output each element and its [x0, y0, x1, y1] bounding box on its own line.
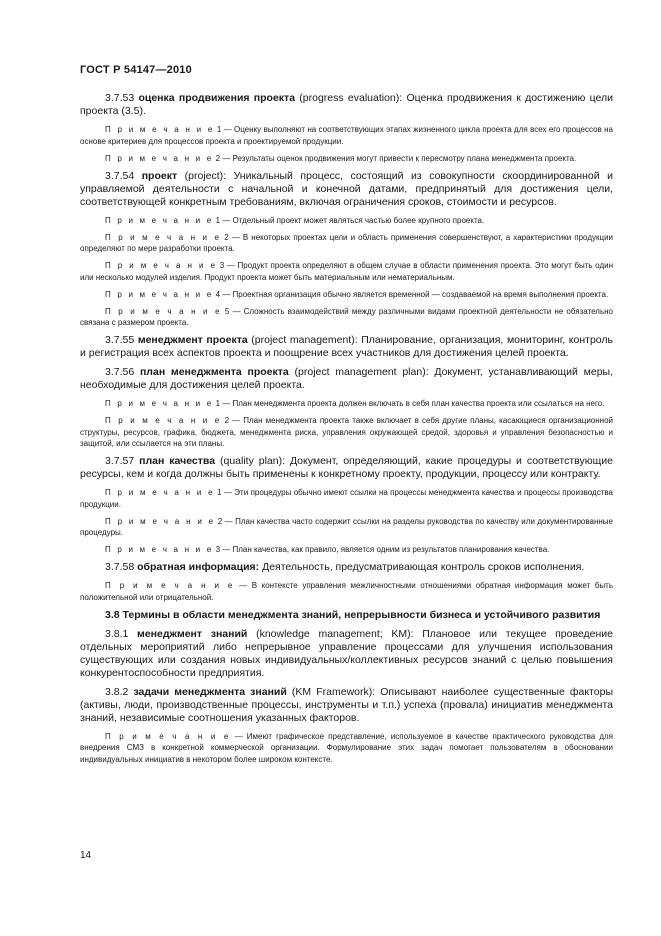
note-text: — Отдельный проект может являться частью более крупного проекта.: [220, 215, 485, 225]
note-text: — План качества часто содержит ссылки на разделы руководства по качеству или документированные процедуры.: [80, 516, 614, 537]
note: [80, 398, 613, 410]
note-label: П р и м е ч а н и е: [105, 215, 214, 225]
page-number: 14: [80, 850, 92, 861]
note-text: — План менеджмента проекта должен включать в себя план качества проекта или ссылаться на него.: [220, 399, 605, 408]
document-header: ГОСТ Р 54147—2010: [80, 64, 192, 76]
term-name: оценка продвижения проекта: [138, 92, 296, 104]
document-body: [80, 92, 613, 771]
note-label: П р и м е ч а н и е: [105, 261, 218, 270]
note-label: П р и м е ч а н и е: [105, 306, 222, 316]
note-number: 2: [215, 516, 223, 526]
term-definition: [80, 92, 613, 118]
term-name: менеджмент проекта: [137, 334, 248, 346]
note-text: — Эти процедуры обычно имеют ссылки на процессы менеджмента качества и процессы производства продукции.: [80, 488, 613, 509]
term-name: обратная информация:: [137, 561, 260, 573]
note-label: П р и м е ч а н и е: [105, 731, 231, 741]
note: [80, 487, 613, 510]
note-number: 1: [214, 125, 222, 134]
term-number: 3.7.53: [105, 92, 135, 104]
note-text: — Результаты оценок продвижения могут привести к пересмотру плана менеджмента проекта.: [220, 153, 577, 163]
term-definition: [80, 561, 613, 574]
note-number: 5: [221, 306, 230, 316]
note-number: 3: [213, 545, 221, 554]
term-text: Деятельность, предусматривающая контроль сроков исполнения.: [259, 561, 585, 573]
note-label: П р и м е ч а н и е: [105, 488, 215, 497]
term-definition: [80, 455, 613, 481]
term-definition: [80, 366, 613, 392]
note-text: — План качества, как правило, является одним из результатов планирования качества.: [220, 545, 550, 554]
note-text: — В контексте управления межличностными отношениями обратная информация может быть положительной или отрицательной.: [80, 581, 614, 602]
note-text: — Оценку выполняют на соответствующих этапах жизненного цикла проекта для всех его процессов на основе критериев для процессов проекта и проектируемой продукции.: [80, 125, 614, 146]
note: [80, 544, 613, 556]
note-text: — В некоторых проектах цели и область применения совершенствуют, а характеристики продукции определяют по мере разработки проекта.: [80, 232, 614, 253]
term-number: 3.7.55: [105, 334, 135, 346]
note-number: 1: [213, 215, 221, 225]
term-text: (KM Framework): Описывают наиболее существенные факторы (активы, люди, производственные процессы, инструменты и т.п.) успеха (провала) инициатив менеджмента знаний, независимые соотношения указанных факторов.: [80, 685, 614, 724]
term-definition: [80, 628, 613, 680]
term-number: 3.7.56: [105, 366, 135, 378]
term-text: (project): Уникальный процесс, состоящий из совокупности скоординированной и управляемой деятельности с начальной и конечной датами, предпринятый для достижения цели, соответствующей конкретным требованиям, включая ограничения сроков, стоимости и ресурсов.: [80, 169, 613, 208]
note-label: П р и м е ч а н и е: [105, 516, 216, 526]
note-label: П р и м е ч а н и е: [105, 153, 214, 163]
note: [80, 124, 613, 147]
note-label: П р и м е ч а н и е: [105, 232, 222, 242]
note-label: П р и м е ч а н и е: [105, 416, 222, 425]
term-definition: [80, 686, 613, 725]
note: [80, 232, 613, 255]
note-number: 1: [213, 399, 221, 408]
term-text: (project management): Планирование, организация, мониторинг, контроль и регистрация всех аспектов проекта и поощрение всех участников для достижения целей проекта.: [80, 334, 614, 359]
term-definition: [80, 170, 613, 209]
term-name: проект: [141, 169, 178, 182]
term-number: 3.7.58: [105, 561, 135, 573]
note-label: П р и м е ч а н и е: [105, 289, 214, 299]
term-name: план менеджмента проекта: [139, 366, 289, 378]
note-number: 2: [213, 153, 221, 163]
note: [80, 289, 613, 301]
note-number: 1: [214, 488, 222, 497]
note-label: П р и м е ч а н и е: [105, 581, 235, 590]
note-text: — Имеют графическое представление, используемое в качестве практического руководства для внедрения СМЗ в конкретной коммерческой организации. Формулирование этих задач помогает пользователям в обосновании индивидуальных инициатив в некотором более широком контексте.: [80, 731, 614, 764]
term-number: 3.8.1: [105, 627, 129, 640]
note: [80, 415, 613, 450]
term-text: (quality plan): Документ, определяющий, какие процедуры и соответствующие ресурсы, кем и когда должны быть применены к конкретному проекту, продукции, процессу или контракту.: [80, 455, 613, 480]
note: [80, 306, 613, 329]
note: [80, 260, 613, 283]
term-text: (knowledge management; KM): Плановое или текущее проведение отдельных мероприятий либо непрерывное управление процессами для улучшения использования существующих или создания новых индивидуальных/коллективных ресурсов знаний с целью повышения конкурентоспособности предприятия.: [80, 627, 614, 679]
term-text: (progress evaluation): Оценка продвижения к достижению цели проекта (3.5).: [80, 92, 613, 117]
note-text: — Сложность взаимодействий между различными видами проектной деятельности не обязательно связана с размером проекта.: [80, 306, 614, 327]
note-number: 3: [217, 261, 225, 270]
term-name: план качества: [139, 455, 216, 467]
note: [80, 731, 613, 766]
note: [80, 153, 613, 165]
note-text: — План менеджмента проекта также включает в себя другие планы, касающиеся организационной структуры, ресурсов, графика, бюджета, менеджмента риска, управления окружающей средой, здоровья и управления безопасностью и защитой, или ссылается на эти планы.: [80, 416, 614, 448]
term-number: 3.8.2: [105, 685, 129, 698]
note: [80, 516, 613, 539]
note-text: — Продукт проекта определяют в общем случае в области применения проекта. Это могут быть один или несколько модулей изделия. Продукт проекта может быть материальным или нематериальным.: [80, 261, 614, 282]
section-heading: 3.8 Термины в области менеджмента знаний, непрерывности бизнеса и устойчивого развития: [105, 608, 601, 621]
note-number: 2: [221, 232, 229, 242]
note-label: П р и м е ч а н и е: [105, 545, 214, 554]
note-number: 2: [221, 416, 230, 425]
term-name: менеджмент знаний: [137, 627, 248, 640]
term-name: задачи менеджмента знаний: [133, 685, 287, 698]
note: [80, 580, 613, 603]
note-label: П р и м е ч а н и е: [105, 125, 215, 134]
term-number: 3.7.57: [105, 455, 135, 467]
note: [80, 215, 613, 227]
note-number: 4: [213, 289, 221, 299]
note-label: П р и м е ч а н и е: [105, 399, 214, 408]
note-text: — Проектная организация обычно является временной — создаваемой на время выполнения проекта.: [220, 289, 609, 299]
term-text: (project management plan): Документ, устанавливающий меры, необходимые для достижения целей проекта.: [80, 366, 614, 391]
term-number: 3.7.54: [105, 169, 135, 182]
term-definition: [80, 334, 613, 360]
